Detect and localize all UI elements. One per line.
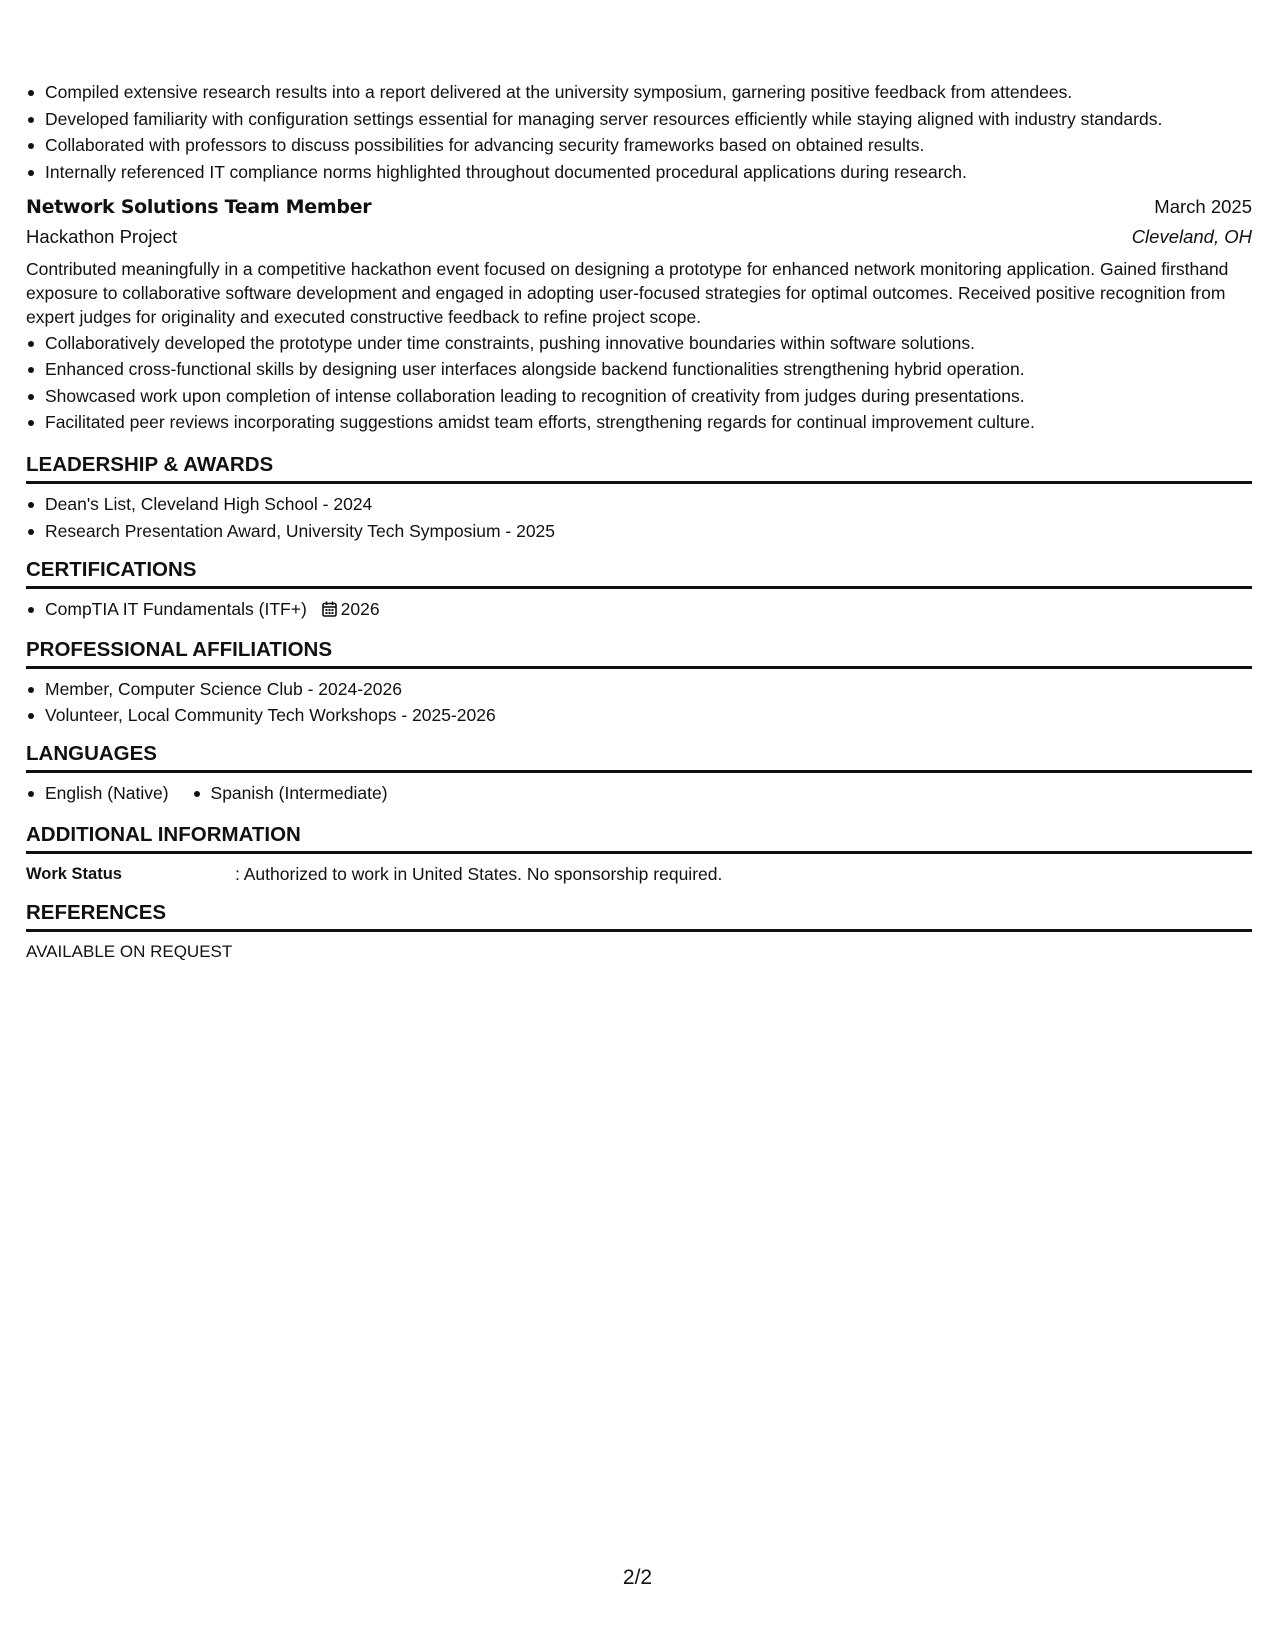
job-date: March 2025: [1154, 195, 1252, 217]
affiliations-list: [26, 677, 1252, 728]
leadership-list: [26, 492, 1252, 543]
section-title: LANGUAGES: [26, 739, 1252, 773]
references-text: AVAILABLE ON REQUEST: [26, 941, 233, 961]
list-item: English (Native): [26, 781, 169, 805]
list-item: Internally referenced IT compliance norms highlighted throughout documented procedural applications during research.: [26, 160, 1252, 184]
list-item: Showcased work upon completion of intense collaboration leading to recognition of creativity from judges during presentations.: [26, 384, 1252, 408]
list-item: Spanish (Intermediate): [192, 781, 388, 805]
additional-info-section: [26, 820, 1252, 886]
work-status-row: [26, 862, 1252, 886]
certifications-section: [26, 555, 1252, 623]
job-entry: [26, 192, 1252, 435]
calendar-icon: [322, 599, 337, 623]
list-item: Collaborated with professors to discuss possibilities for advancing security frameworks based on obtained results.: [26, 133, 1252, 157]
section-title: REFERENCES: [26, 898, 1252, 932]
work-status-label: Work Status: [26, 864, 122, 883]
work-status-value: : Authorized to work in United States. No sponsorship required.: [235, 863, 723, 884]
section-title: ADDITIONAL INFORMATION: [26, 820, 1252, 854]
languages-list: [26, 781, 1252, 808]
list-item: Developed familiarity with configuration settings essential for managing server resources efficiently while staying aligned with industry standards.: [26, 107, 1252, 131]
languages-section: [26, 739, 1252, 808]
certification-name: CompTIA IT Fundamentals (ITF+): [45, 598, 307, 619]
section-title: PROFESSIONAL AFFILIATIONS: [26, 635, 1252, 669]
affiliations-section: [26, 635, 1252, 728]
certification-year: 2026: [340, 598, 380, 619]
section-title: CERTIFICATIONS: [26, 555, 1252, 589]
job-header: [26, 192, 1252, 222]
list-item: Research Presentation Award, University Tech Symposium - 2025: [26, 519, 1252, 543]
research-bullets: [26, 80, 1252, 184]
list-item: Volunteer, Local Community Tech Workshops - 2025-2026: [26, 703, 1252, 727]
resume-page: [26, 80, 1252, 964]
list-item: Member, Computer Science Club - 2024-2026: [26, 677, 1252, 701]
list-item: Enhanced cross-functional skills by designing user interfaces alongside backend functionalities strengthening hybrid operation.: [26, 357, 1252, 381]
job-bullets: [26, 331, 1252, 435]
job-summary: Contributed meaningfully in a competitive hackathon event focused on designing a prototype for enhanced network monitoring application. Gained firsthand exposure to collaborative software development and engaged in adopting user-focused strategies for optimal outcomes. Received positive recognition from expert judges for originality and executed constructive feedback to refine project scope.: [26, 258, 1229, 327]
page-number: 2/2: [622, 1566, 653, 1589]
job-location: Cleveland, OH: [1131, 225, 1252, 247]
job-organization: Hackathon Project: [26, 225, 178, 247]
job-subheader: [26, 222, 1252, 252]
references-section: [26, 898, 1252, 964]
job-title: Network Solutions Team Member: [26, 195, 372, 218]
list-item: Collaboratively developed the prototype under time constraints, pushing innovative boundaries within software solutions.: [26, 331, 1252, 355]
leadership-section: [26, 450, 1252, 543]
list-item: Facilitated peer reviews incorporating suggestions amidst team efforts, strengthening regards for continual improvement culture.: [26, 410, 1252, 434]
certifications-list: [26, 597, 1252, 623]
list-item: Compiled extensive research results into a report delivered at the university symposium, garnering positive feedback from attendees.: [26, 80, 1252, 104]
list-item: [26, 597, 1252, 623]
list-item: Dean's List, Cleveland High School - 2024: [26, 492, 1252, 516]
section-title: LEADERSHIP & AWARDS: [26, 450, 1252, 484]
